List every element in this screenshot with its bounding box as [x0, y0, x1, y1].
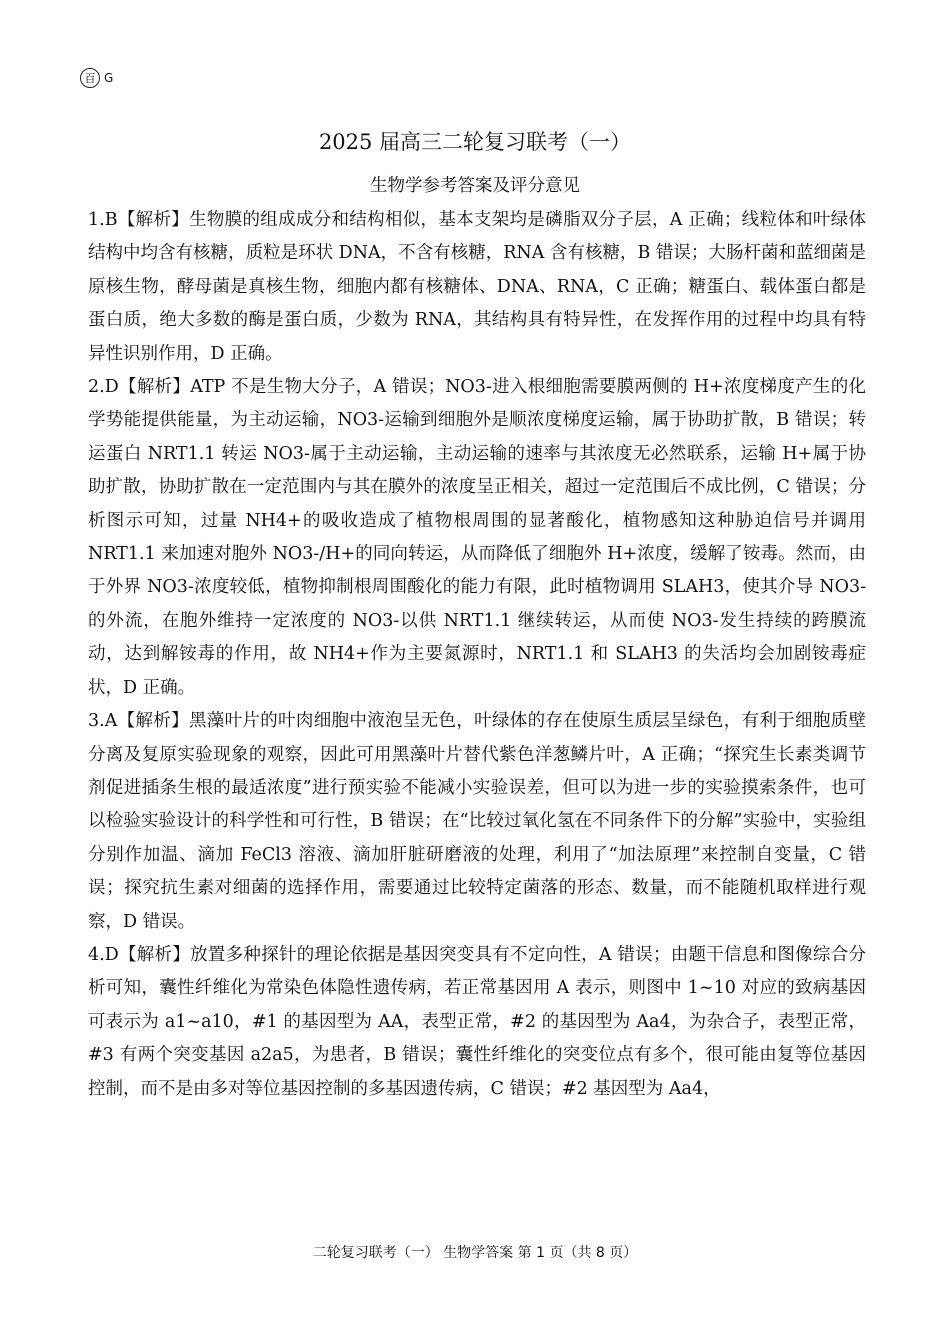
- publisher-logo: [80, 68, 113, 88]
- page-title: 2025 届高三二轮复习联考（一）: [318, 130, 632, 154]
- page-subtitle: 生物学参考答案及评分意见: [370, 176, 580, 196]
- answer-content: [88, 204, 866, 1106]
- answer-4: 4.D【解析】放置多种探针的理论依据是基因突变具有不定向性，A 错误；由题干信息和图像综合分析可知，囊性纤维化为常染色体隐性遗传病，若正常基因用 A 表示，则图中 1~10 对应的致病基因可表示为 a1~a10，#1 的基因型为 AA，表型正常，#2 的基因型为 Aa4，为杂合子，表型正常，#3 有两个突变基因 a2a5，为患者，B 错误；囊性纤维化的突变位点有多个，很可能由复等位基因控制，而不是由多对等位基因控制的多基因遗传病，C 错误；#2 基因型为 Aa4，: [88, 944, 866, 1099]
- page-footer: 二轮复习联考（一） 生物学答案 第 1 页（共 8 页）: [312, 1245, 638, 1261]
- answer-1: 1.B【解析】生物膜的组成成分和结构相似，基本支架均是磷脂双分子层，A 正确；线粒体和叶绿体结构中均含有核糖，质粒是环状 DNA，不含有核糖，RNA 含有核糖，B 错误；大肠杆菌和蓝细菌是原核生物，酵母菌是真核生物，细胞内都有核糖体、DNA、RNA，C 正确；糖蛋白、载体蛋白都是蛋白质，绝大多数的酶是蛋白质，少数为 RNA，其结构具有特异性，在发挥作用的过程中均具有特异性识别作用，D 正确。: [88, 210, 866, 364]
- logo-seal-icon: 百: [80, 68, 100, 88]
- logo-letter: G: [104, 71, 114, 85]
- answer-3: 3.A【解析】黑藻叶片的叶肉细胞中液泡呈无色，叶绿体的存在使原生质层呈绿色，有利于细胞质壁分离及复原实验现象的观察，因此可用黑藻叶片替代紫色洋葱鳞片叶，A 正确；“探究生长素类调节剂促进插条生根的最适浓度”进行预实验不能减小实验误差，但可以为进一步的实验摸索条件，也可以检验实验设计的科学性和可行性，B 错误；在“比较过氧化氢在不同条件下的分解”实验中，实验组分别作加温、滴加 FeCl3 溶液、滴加肝脏研磨液的处理，利用了“加法原理”来控制自变量，C 错误；探究抗生素对细菌的选择作用，需要通过比较特定菌落的形态、数量，而不能随机取样进行观察，D 错误。: [88, 711, 866, 932]
- answer-2: 2.D【解析】ATP 不是生物大分子，A 错误；NO3-进入根细胞需要膜两侧的 H+浓度梯度产生的化学势能提供能量，为主动运输，NO3-运输到细胞外是顺浓度梯度运输，属于协助扩散，B 错误；转运蛋白 NRT1.1 转运 NO3-属于主动运输，主动运输的速率与其浓度无必然联系，运输 H+属于协助扩散，协助扩散在一定范围内与其在膜外的浓度呈正相关，超过一定范围后不成比例，C 错误；分析图示可知，过量 NH4+的吸收造成了植物根周围的显著酸化，植物感知这种胁迫信号并调用 NRT1.1 来加速对胞外 NO3-/H+的同向转运，从而降低了细胞外 H+浓度，缓解了铵毒。然而，由于外界 NO3-浓度较低，植物抑制根周围酸化的能力有限，此时植物调用 SLAH3，使其介导 NO3-的外流，在胞外维持一定浓度的 NO3-以供 NRT1.1 继续转运，从而使 NO3-发生持续的跨膜流动，达到解铵毒的作用，故 NH4+作为主要氮源时，NRT1.1 和 SLAH3 的失活均会加剧铵毒症状，D 正确。: [88, 377, 866, 698]
